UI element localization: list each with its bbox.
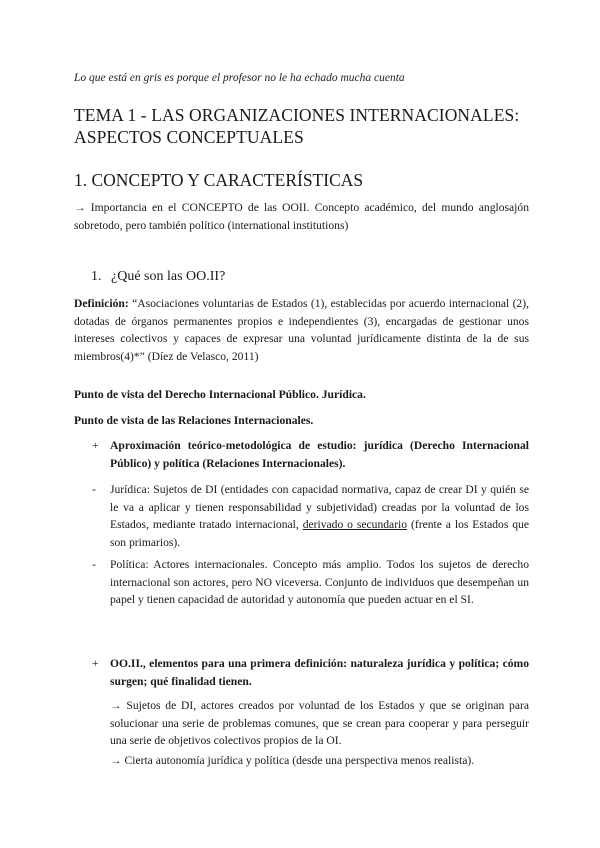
plus-marker: + — [92, 439, 99, 452]
page-title: TEMA 1 - LAS ORGANIZACIONES INTERNACIONALES: ASPECTOS CONCEPTUALES — [74, 105, 520, 147]
bullet-elements-text: OO.II., elementos para una primera definición: naturaleza jurídica y política; cómo surgen; qué finalidad tienen. — [110, 657, 529, 688]
bullet-juridica-text — [110, 481, 529, 551]
underlined-term: derivado o secundario — [302, 518, 408, 531]
definition-text: “Asociaciones voluntarias de Estados (1), establecidas por acuerdo internacional (2), dotadas de órganos permanentes propios e independientes (3), encargadas de gestionar unos intereses colectivos y capaces de expresar una voluntad jurídicamente distinta de la de sus miembros(4)*” (Díez de Velasco, 2011) — [74, 297, 529, 363]
bullet-approach — [92, 437, 529, 477]
bullet-elements — [92, 655, 529, 695]
bullet-approach-text: Aproximación teórico-metodológica de estudio: jurídica (Derecho Internacional Público) y política (Relaciones Internacionales). — [110, 439, 529, 470]
dash-marker: - — [92, 483, 96, 496]
subsection-number: 1. — [91, 269, 102, 284]
bullet-juridica — [92, 481, 529, 551]
plus-marker: + — [92, 657, 99, 670]
definition-paragraph — [74, 295, 529, 365]
juridica-text-end: (frente a los Estados que son primarios). — [110, 518, 530, 549]
viewpoint-ir: Punto de vista de las Relaciones Internacionales. — [74, 414, 314, 427]
section-intro: → Importancia en el CONCEPTO de las OOII. Concepto académico, del mundo anglosajón sobretodo, pero también político (international institutions) — [74, 201, 529, 232]
dash-marker: - — [92, 558, 96, 571]
sub-point-subjects: → Sujetos de DI, actores creados por voluntad de los Estados y que se originan para solucionar una serie de problemas comunes, que se crean para cooperar y para perseguir una serie de objetivos colectivos propios de la OI. — [110, 699, 529, 747]
subsection-title: ¿Qué son las OO.II? — [111, 269, 226, 284]
definition-label: Definición: — [74, 297, 129, 310]
juridica-text-start: Jurídica: Sujetos de DI (entidades con capacidad normativa, capaz de crear DI y quién se le va a aplicar y tienen responsabilidad y subjetividad) creadas por la voluntad de los Estados, mediante tratado internacional, — [110, 483, 529, 531]
subsection-heading — [91, 269, 225, 285]
sub-point-autonomy: → Cierta autonomía jurídica y política (desde una perspectiva menos realista). — [110, 754, 475, 767]
section-heading: 1. CONCEPTO Y CARACTERÍSTICAS — [74, 170, 364, 190]
gray-note: Lo que está en gris es porque el profesor no le ha echado mucha cuenta — [74, 72, 405, 84]
viewpoint-legal: Punto de vista del Derecho Internacional Público. Jurídica. — [74, 388, 366, 401]
bullet-politica — [92, 556, 529, 626]
bullet-politica-text: Política: Actores internacionales. Concepto más amplio. Todos los sujetos de derecho internacional son actores, pero NO viceversa. Conjunto de individuos que desempeñan un papel y tienen capacidad de autoridad y autonomía que pueden actuar en el SI. — [110, 558, 529, 606]
